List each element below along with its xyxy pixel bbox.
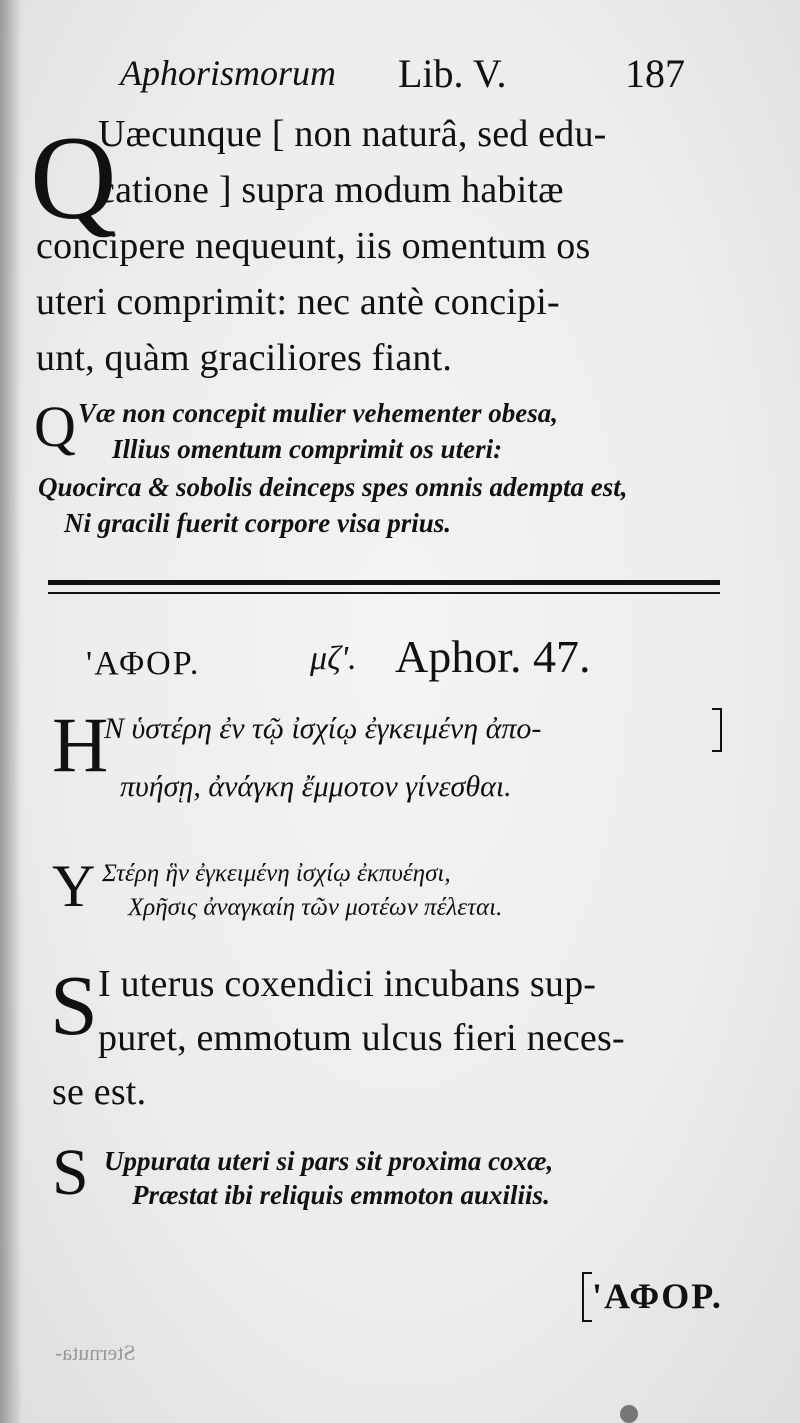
drop-cap-upsilon: Υ [52,853,96,919]
aphorism-47-latin-title: Aphor. 47. [395,631,591,682]
running-title: Aphorismorum [120,53,337,93]
drop-cap-q: Q [30,111,117,244]
verse-46-line-4: Ni gracili fuerit corpore visa prius. [64,508,452,538]
bleed-through-text: Sternuta- [55,1340,136,1365]
verse-drop-cap-q: Q [34,394,76,459]
page-number: 187 [625,51,685,96]
catchword-bracket [582,1272,592,1322]
margin-bracket-1 [712,708,722,752]
verse-drop-cap-s: S [52,1136,89,1209]
greek-verse-line-2: Χρῆσις ἀναγκαίη τῶν μοτέων πέλεται. [128,894,503,921]
section-rule-thick [48,580,720,585]
latin-47-line-1: I uterus coxendici incubans sup- [98,963,597,1005]
greek-line-1: N ὑστέρη ἐν τῷ ἰσχίῳ ἐγκειμένη ἀπο- [104,712,542,745]
catchword: 'ΑΦΟΡ. [592,1276,723,1316]
verse-46-line-2: Illius omentum comprimit os uteri: [112,434,503,464]
aphorism-46-line-2: catione ] supra modum habitæ [98,169,564,211]
section-rule-thin [48,592,720,594]
latin-47-line-3: se est. [52,1071,147,1113]
ink-spot [620,1405,638,1423]
drop-cap-h: H [52,701,109,788]
book-number: Lib. V. [398,51,507,96]
latin-47-line-2: puret, emmotum ulcus fieri neces- [98,1017,625,1059]
drop-cap-s: S [50,957,98,1053]
verse-47-line-2: Præstat ibi reliquis emmoton auxiliis. [132,1180,550,1210]
verse-46-line-3: Quocirca & sobolis deinceps spes omnis adempta est, [38,472,628,502]
aphorism-47-greek-title: 'ΑΦΟΡ. [86,645,201,682]
gutter-shadow [0,0,22,1423]
aphorism-46-line-3: concipere nequeunt, iis omentum os [36,225,591,267]
aphorism-46-line-1: Uæcunque [ non naturâ, sed edu- [98,113,607,155]
aphorism-46-line-5: unt, quàm graciliores fiant. [36,337,453,379]
verse-46-line-1: Væ non concepit mulier vehementer obesa, [78,398,558,428]
verse-47-line-1: Uppurata uteri si pars sit proxima coxæ, [104,1146,554,1176]
aphorism-47-greek-number: μζ'. [310,640,357,677]
greek-verse-line-1: Στέρη ἣν ἐγκειμένη ἰσχίῳ ἐκπυέησι, [102,860,451,887]
aphorism-46-line-4: uteri comprimit: nec antè concipi- [36,281,560,323]
greek-line-2: πυήσῃ, ἀνάγκη ἔμμοτον γίνεσθαι. [120,770,512,803]
